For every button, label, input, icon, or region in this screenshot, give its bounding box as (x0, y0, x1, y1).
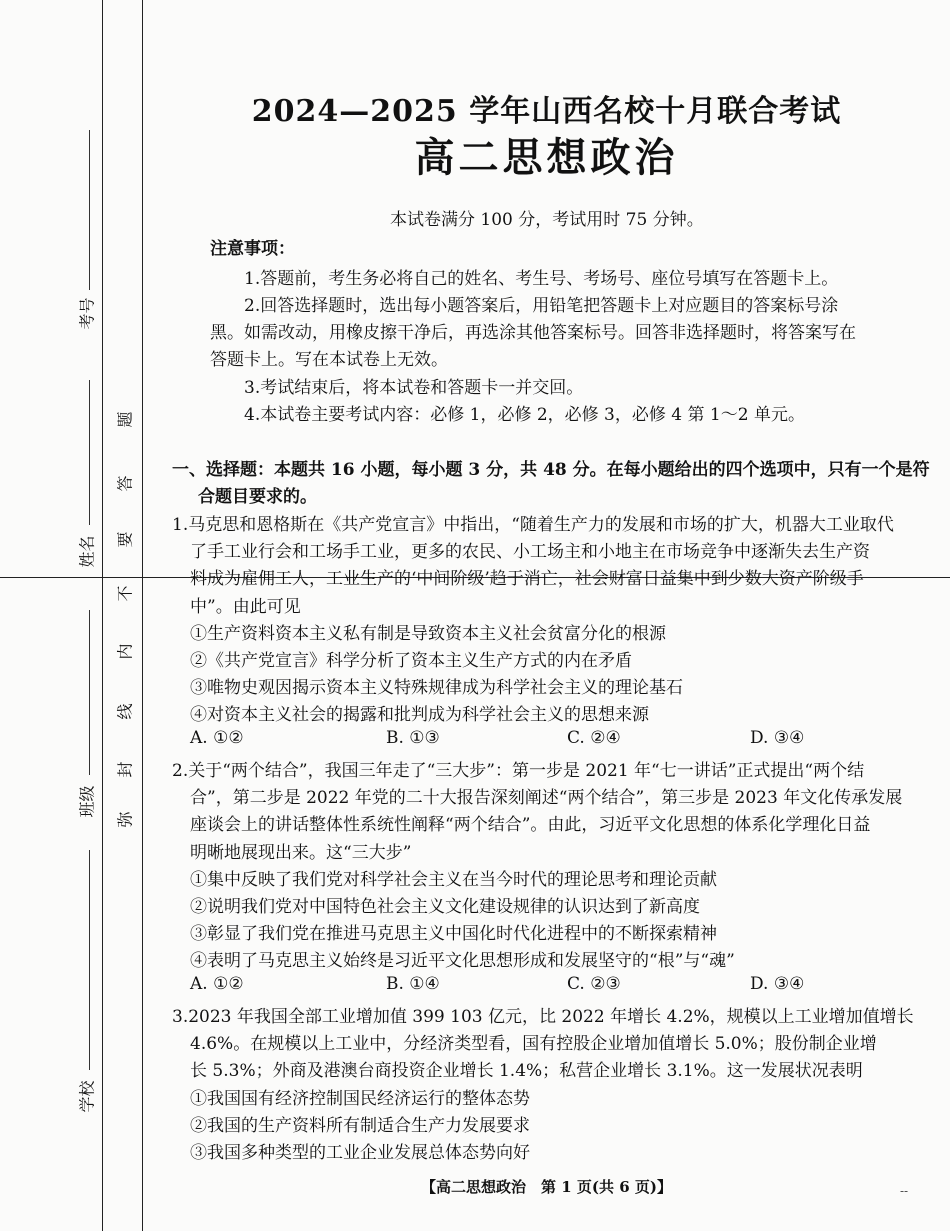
question-1-item: ③唯物史观因揭示资本主义特殊规律成为科学社会主义的理论基石 (190, 678, 683, 698)
class-label: 班级 (77, 785, 97, 818)
class-blank (89, 610, 90, 775)
question-1-item: ①生产资料资本主义私有制是导致资本主义社会贫富分化的根源 (190, 624, 666, 644)
binding-char: 线 (115, 703, 135, 720)
exam-no-label: 考号 (77, 297, 97, 330)
question-1-stem: 料成为雇佣工人，工业生产的‘中间阶级’趋于消亡，社会财富日益集中到少数大资产阶级手 (190, 569, 864, 589)
binding-char: 封 (115, 761, 135, 778)
option-c[interactable]: C. ②④ (567, 728, 621, 748)
school-blank (89, 850, 90, 1070)
scan-mark: -- (900, 1184, 909, 1198)
binding-char: 弥 (115, 811, 135, 828)
binding-char: 要 (115, 531, 135, 548)
question-3-stem: 长 5.3%；外商及港澳台商投资企业增长 1.4%；私营企业增长 3.1%。这一发展状况表明 (190, 1061, 863, 1081)
notice-line: 答题卡上。写在本试卷上无效。 (210, 350, 448, 370)
question-3-stem: 4.6%。在规模以上工业中，分经济类型看，国有控股企业增加值增长 5.0%；股份制企业增 (190, 1034, 877, 1054)
notice-heading: 注意事项： (210, 239, 295, 259)
section-heading-cont: 合题目要求的。 (198, 487, 317, 507)
option-b[interactable]: B. ①③ (386, 728, 440, 748)
question-3-item: ③我国多种类型的工业企业发展总体态势向好 (190, 1143, 530, 1163)
notice-line: 3.考试结束后，将本试卷和答题卡一并交回。 (244, 378, 584, 398)
question-1-stem: 中”。由此可见 (190, 597, 301, 617)
question-1-item: ④对资本主义社会的揭露和批判成为科学社会主义的思想来源 (190, 705, 649, 725)
notice-line: 4.本试卷主要考试内容：必修 1，必修 2，必修 3，必修 4 第 1～2 单元。 (244, 405, 805, 425)
option-b[interactable]: B. ①④ (386, 974, 440, 994)
question-2-options (190, 974, 910, 998)
question-1-options (190, 728, 910, 752)
notice-line: 2.回答选择题时，选出每小题答案后，用铅笔把答题卡上对应题目的答案标号涂 (244, 296, 839, 316)
question-2-stem: 合”，第二步是 2022 年党的二十大报告深刻阐述“两个结合”，第三步是 2023 年文化传承发展 (190, 788, 903, 808)
name-label: 姓名 (77, 535, 97, 568)
exam-summary: 本试卷满分 100 分，考试用时 75 分钟。 (390, 210, 704, 230)
option-c[interactable]: C. ②③ (567, 974, 621, 994)
option-d[interactable]: D. ③④ (750, 728, 805, 748)
question-2-stem: 2.关于“两个结合”，我国三年走了“三大步”：第一步是 2021 年“七一讲话”正式提出“两个结 (172, 761, 865, 781)
exam-no-blank (89, 130, 90, 290)
question-1-stem: 了手工业行会和工场手工业，更多的农民、小工场主和小地主在市场竞争中逐渐失去生产资 (190, 542, 870, 562)
question-3-stem: 3.2023 年我国全部工业增加值 399 103 亿元，比 2022 年增长 4.2%，规模以上工业增加值增长 (172, 1007, 914, 1027)
option-a[interactable]: A. ①② (190, 974, 244, 994)
question-1-stem: 1.马克思和恩格斯在《共产党宣言》中指出，“随着生产力的发展和市场的扩大，机器大工业取代 (172, 515, 894, 535)
question-1-item: ②《共产党宣言》科学分析了资本主义生产方式的内在矛盾 (190, 651, 632, 671)
binding-char: 答 (115, 475, 135, 492)
option-d[interactable]: D. ③④ (750, 974, 805, 994)
question-2-stem: 座谈会上的讲话整体性系统性阐释“两个结合”。由此，习近平文化思想的体系化学理化日益 (190, 815, 871, 835)
question-3-item: ①我国国有经济控制国民经济运行的整体态势 (190, 1089, 530, 1109)
notice-line: 黑。如需改动，用橡皮擦干净后，再选涂其他答案标号。回答非选择题时，将答案写在 (210, 323, 856, 343)
margin-rule-outer (102, 0, 103, 1231)
question-3-item: ②我国的生产资料所有制适合生产力发展要求 (190, 1116, 530, 1136)
name-blank (89, 380, 90, 525)
option-a[interactable]: A. ①② (190, 728, 244, 748)
section-heading: 一、选择题：本题共 16 小题，每小题 3 分，共 48 分。在每小题给出的四个选项中，只有一个是符 (172, 460, 930, 480)
binding-char: 不 (115, 585, 135, 602)
question-2-stem: 明晰地展现出来。这“三大步” (190, 843, 412, 863)
margin-rule-inner (142, 0, 143, 1231)
question-2-item: ①集中反映了我们党对科学社会主义在当今时代的理论思考和理论贡献 (190, 870, 717, 890)
binding-char: 题 (115, 411, 135, 428)
subject-title: 高二思想政治 (414, 134, 679, 181)
question-2-item: ②说明我们党对中国特色社会主义文化建设规律的认识达到了新高度 (190, 897, 700, 917)
question-2-item: ③彰显了我们党在推进马克思主义中国化时代化进程中的不断探索精神 (190, 924, 717, 944)
question-2-item: ④表明了马克思主义始终是习近平文化思想形成和发展坚守的“根”与“魂” (190, 951, 735, 971)
notice-line: 1.答题前，考生务必将自己的姓名、考生号、考场号、座位号填写在答题卡上。 (244, 269, 839, 289)
school-label: 学校 (77, 1080, 97, 1113)
page-footer: 【高二思想政治 第 1 页(共 6 页)】 (421, 1178, 672, 1196)
binding-char: 内 (115, 643, 135, 660)
exam-title: 2024—2025 学年山西名校十月联合考试 (251, 94, 842, 129)
